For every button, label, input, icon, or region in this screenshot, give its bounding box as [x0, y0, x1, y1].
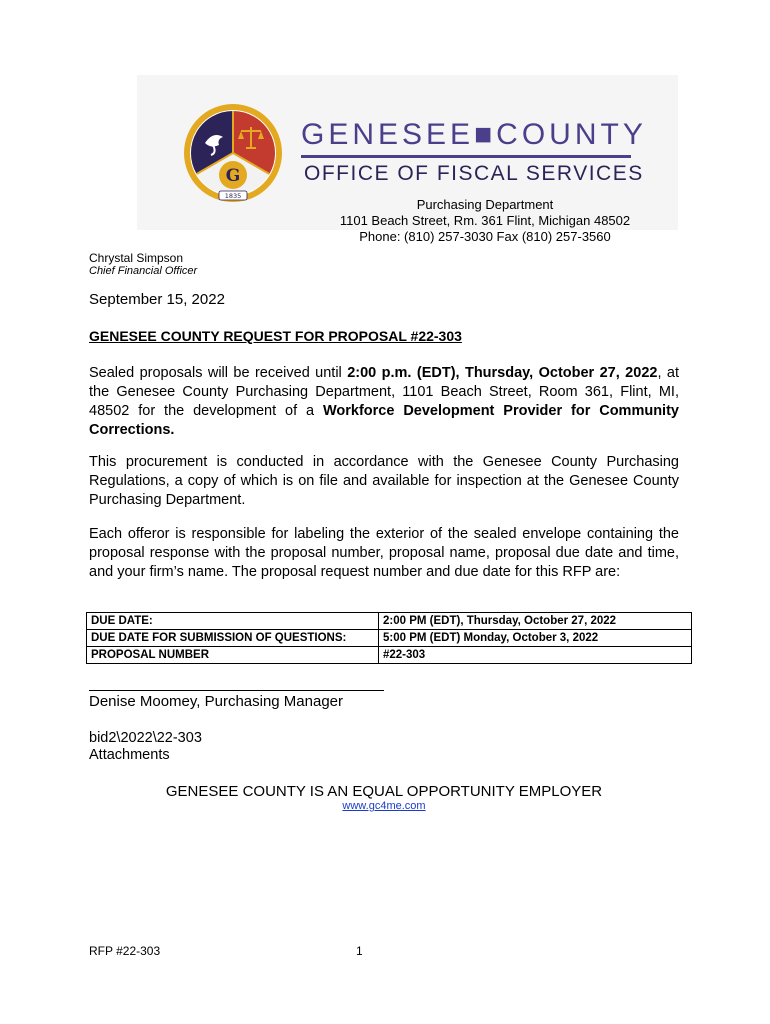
signatory-name: Denise Moomey, Purchasing Manager [89, 693, 344, 710]
table-value: #22-303 [379, 647, 692, 664]
table-value: 5:00 PM (EDT) Monday, October 3, 2022 [379, 630, 692, 647]
table-label: PROPOSAL NUMBER [87, 647, 379, 664]
seal-year: 1835 [224, 192, 242, 200]
paragraph-procurement: This procurement is conducted in accordance with the Genesee County Purchasing Regulations, a copy of which is on file and available for inspection at the Genesee County Purchasing Department. [89, 454, 679, 508]
para1-text-2: , at the Genesee County Purchasing Department, 1101 Beach Street, Room 361, Flint, MI, 48502 for the development of a [89, 365, 679, 419]
county-seal-logo [183, 103, 283, 203]
para1-project-name: Workforce Development Provider for Community Corrections. [89, 403, 679, 438]
table-label: DUE DATE: [87, 613, 379, 630]
table-row [87, 630, 692, 647]
paragraph-labeling: Each offeror is responsible for labeling the exterior of the sealed envelope containing the proposal response with the proposal number, proposal name, proposal due date and time, and your firm’s name. The proposal request number and due date for this RFP are: [89, 526, 679, 580]
table-row [87, 613, 692, 630]
org-name: GENESEE■COUNTY [301, 118, 647, 151]
attachments-label: Attachments [89, 747, 170, 763]
paragraph-sealed-proposals [89, 364, 679, 440]
table-label: DUE DATE FOR SUBMISSION OF QUESTIONS: [87, 630, 379, 647]
rfp-title: GENESEE COUNTY REQUEST FOR PROPOSAL #22-303 [89, 328, 462, 344]
equal-opportunity-statement: GENESEE COUNTY IS AN EQUAL OPPORTUNITY EMPLOYER [165, 783, 603, 800]
footer-rfp-number: RFP #22-303 [89, 944, 161, 958]
para1-deadline: 2:00 p.m. (EDT), Thursday, October 27, 2022 [347, 365, 658, 381]
table-row [87, 647, 692, 664]
seal-letter: G [225, 166, 241, 186]
department-name: Purchasing Department [416, 197, 554, 212]
website-link[interactable]: www.gc4me.com [342, 800, 426, 812]
file-reference: bid2\2022\22-303 [89, 730, 202, 746]
table-value: 2:00 PM (EDT), Thursday, October 27, 2022 [379, 613, 692, 630]
website-container [89, 800, 679, 812]
footer-page-number: 1 [356, 944, 363, 958]
department-address: 1101 Beach Street, Rm. 361 Flint, Michigan 48502 [339, 213, 631, 228]
due-date-table [86, 612, 692, 664]
cfo-title: Chief Financial Officer [89, 265, 198, 277]
para1-text-1: Sealed proposals will be received until [89, 365, 348, 381]
signature-line [89, 690, 384, 691]
cfo-name: Chrystal Simpson [89, 251, 184, 265]
org-subtitle: OFFICE OF FISCAL SERVICES [304, 162, 644, 185]
org-rule [301, 155, 631, 158]
department-phone-fax: Phone: (810) 257-3030 Fax (810) 257-3560 [359, 229, 611, 244]
letter-date: September 15, 2022 [89, 291, 225, 308]
